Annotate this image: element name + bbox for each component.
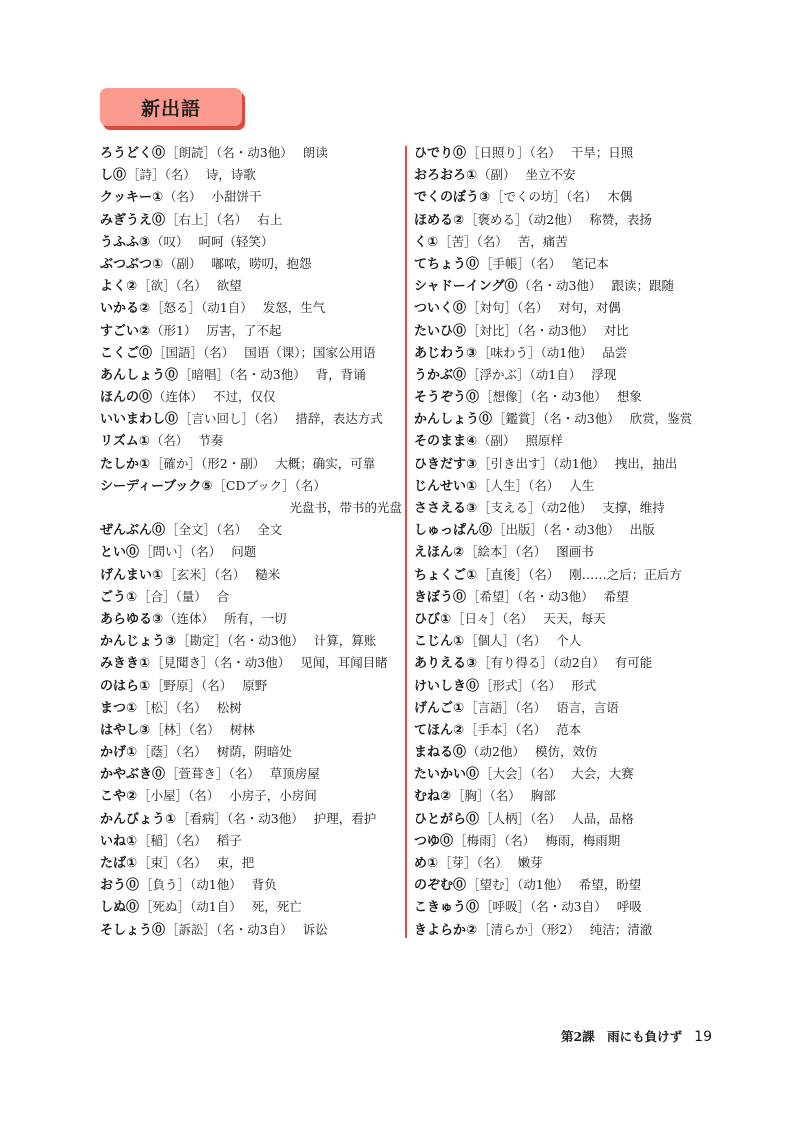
vocab-entry (100, 719, 402, 741)
vocab-word: たしか① (100, 456, 151, 472)
vocab-word: みきき① (100, 656, 151, 672)
vocab-word: てちょう⓪ (414, 256, 480, 272)
vocab-meaning: 小房子，小房间 (229, 788, 317, 804)
vocab-entry (414, 342, 714, 364)
vocab-meaning: 全文 (257, 522, 283, 538)
vocab-meaning: 对比 (603, 322, 629, 338)
vocab-reading-pos: ［浮かぶ］（动1自） (467, 366, 582, 382)
vocab-meaning: 胸部 (530, 788, 556, 804)
vocab-meaning: 模仿，效仿 (534, 744, 598, 760)
vocab-word: ささえる③ (414, 501, 478, 516)
vocab-entry (414, 430, 714, 452)
vocab-reading-pos: ［萱葺き］（名） (166, 766, 260, 782)
vocab-entry (414, 630, 714, 652)
vocab-word: こくご⓪ (100, 345, 153, 361)
vocab-entry (100, 453, 402, 475)
vocab-word: おろおろ① (414, 168, 478, 184)
vocab-word: しゅっぱん⓪ (414, 523, 493, 539)
vocab-meaning: 浮现 (591, 366, 617, 382)
vocab-reading-pos: ［人柄］（名） (480, 810, 562, 826)
vocab-meaning: 纯洁；清澈 (589, 921, 653, 937)
vocab-entry (414, 852, 714, 874)
vocab-word: ほんの⓪ (100, 390, 153, 406)
vocab-meaning: 死，死亡 (251, 899, 302, 915)
vocab-meaning: 拽出，抽出 (614, 455, 678, 471)
vocab-meaning: 笔记本 (571, 255, 609, 271)
vocab-meaning: 对句，对偶 (558, 300, 621, 316)
vocab-word: げんご① (414, 700, 465, 716)
vocab-word: うかぶ⓪ (414, 367, 467, 383)
vocab-entry (414, 475, 714, 497)
vocab-meaning: 计算，算账 (313, 633, 377, 649)
vocab-word: つゆ⓪ (414, 833, 454, 849)
vocab-word: いね① (100, 833, 138, 849)
vocab-meaning: 刚……之后；正后方 (569, 566, 682, 582)
vocab-reading-pos: ［負う］（动1他） (140, 877, 242, 893)
vocab-reading-pos: ［芽］（名） (439, 855, 508, 870)
vocab-word: かんびょう① (100, 811, 177, 827)
vocab-entry (100, 830, 402, 852)
vocab-word: たいかい⓪ (414, 767, 480, 783)
vocab-entry (414, 896, 714, 918)
vocab-entry (100, 519, 402, 541)
vocab-meaning: 所有，一切 (224, 610, 287, 626)
vocab-column-right (414, 142, 714, 941)
vocab-word: し⓪ (100, 168, 127, 184)
vocab-meaning: 坐立不安 (525, 167, 576, 183)
vocab-entry (414, 874, 714, 896)
vocab-entry (414, 297, 714, 319)
vocab-entry (414, 275, 714, 297)
vocab-meaning: 人生 (569, 477, 595, 493)
vocab-reading-pos: ［合］（量） (138, 588, 207, 604)
vocab-word: いかる② (100, 301, 151, 317)
vocab-entry (100, 186, 402, 208)
vocab-column-left (100, 142, 402, 941)
vocab-word: じんせい① (414, 478, 478, 494)
section-title: 新出語 (140, 97, 201, 120)
vocab-meaning: 梅雨，梅雨期 (545, 832, 621, 848)
vocab-entry (100, 297, 402, 319)
vocab-reading-pos: ［絵本］（名） (465, 544, 547, 560)
vocab-reading-pos: ［死ぬ］（动1自） (140, 899, 242, 915)
vocab-meaning: 支撑，维持 (602, 500, 665, 515)
vocab-word: ろうどく⓪ (100, 146, 166, 161)
vocab-reading-pos: ［大会］（名） (480, 766, 562, 782)
vocab-word: あじわう③ (414, 345, 478, 361)
vocab-reading-pos: ［松］（名） (138, 699, 207, 715)
vocab-meaning: 右上 (257, 211, 283, 227)
vocab-meaning: 节奏 (198, 433, 224, 449)
vocab-meaning: 希望，盼望 (578, 877, 642, 893)
vocab-entry (414, 231, 714, 253)
vocab-word: ついく⓪ (414, 301, 467, 317)
vocab-reading-pos: ［支える］（动2他） (478, 500, 593, 515)
vocab-reading-pos: ［野原］（名） (151, 677, 233, 693)
vocab-word: かんじょう③ (100, 634, 177, 650)
vocab-word: そのまま④ (414, 434, 478, 450)
vocab-meaning: 国语（课）；国家公用语 (244, 344, 376, 360)
vocab-reading-pos: ［右上］（名） (166, 211, 248, 227)
vocab-entry (414, 209, 714, 231)
vocab-reading-pos: ［対比］（名・动3他） (467, 322, 594, 338)
vocab-meaning: 措辞，表达方式 (295, 411, 383, 427)
vocab-reading-pos: ［鑑賞］（名・动3他） (493, 411, 620, 427)
vocab-entry (100, 874, 402, 896)
vocab-reading-pos: ［形式］（名） (480, 677, 562, 693)
vocab-entry (414, 386, 714, 408)
vocab-meaning: 图画书 (556, 544, 594, 560)
vocab-reading-pos: ［味わう］（动1他） (478, 344, 593, 360)
vocab-meaning: 树林 (229, 721, 255, 737)
vocab-word: あらゆる③ (100, 611, 164, 627)
vocab-reading-pos: （名） (164, 189, 202, 205)
vocab-meaning: 见闻，耳闻目睹 (300, 655, 388, 671)
vocab-meaning: 厉害，了不起 (206, 322, 282, 338)
vocab-entry (100, 408, 402, 430)
vocab-meaning: 稻子 (216, 832, 242, 848)
vocab-word: く① (414, 234, 439, 250)
vocab-word: シャドーイング⓪ (414, 279, 518, 295)
vocab-entry (414, 741, 714, 763)
vocab-meaning: 护理，看护 (313, 810, 377, 826)
vocab-word: すごい② (100, 323, 151, 339)
vocab-word: まねる⓪ (414, 745, 467, 761)
vocab-reading-pos: ［暗唱］（名・动3他） (179, 366, 306, 382)
vocab-meaning: 合 (216, 588, 230, 604)
vocab-word: きぼう⓪ (414, 589, 467, 605)
vocab-word: とい⓪ (100, 545, 140, 561)
vocab-reading-pos: ［想像］（名・动3他） (480, 389, 607, 405)
vocab-meaning: 个人 (556, 633, 582, 649)
vocab-meaning: 照原样 (525, 433, 564, 449)
vocab-entry (100, 586, 402, 608)
vocab-entry (100, 497, 402, 519)
vocab-entry (414, 830, 714, 852)
vocab-reading-pos: ［苦］（名） (439, 233, 508, 249)
vocab-word: こじん① (414, 634, 465, 650)
vocab-entry (100, 475, 402, 497)
vocab-entry (100, 164, 402, 186)
vocab-reading-pos: ［詩］（名） (127, 167, 196, 183)
vocab-word: あんしょう⓪ (100, 367, 179, 383)
vocab-word: ひでり⓪ (414, 146, 467, 161)
vocab-word: こきゅう⓪ (414, 900, 480, 916)
vocab-word: こや② (100, 789, 138, 805)
vocab-reading-pos: （形1） (151, 322, 197, 338)
vocab-entry (414, 164, 714, 186)
vocab-word: うふふ③ (100, 234, 151, 250)
vocab-reading-pos: ［小屋］（名） (138, 788, 220, 804)
vocab-meaning: 人品，品格 (571, 810, 634, 826)
vocab-reading-pos: ［看病］（名・动3他） (177, 810, 304, 826)
vocab-entry (100, 142, 402, 164)
vocab-entry (100, 608, 402, 630)
vocab-entry (414, 541, 714, 563)
vocab-word: リズム① (100, 434, 150, 450)
vocab-meaning: 希望 (603, 588, 629, 604)
vocab-reading-pos: ［朗読］（名・动3他） (166, 145, 293, 160)
vocab-reading-pos: ［梅雨］（名） (454, 832, 536, 848)
vocab-reading-pos: ［望む］（动1他） (467, 877, 569, 893)
vocab-reading-pos: ［個人］（名） (465, 633, 547, 649)
vocab-entry (414, 364, 714, 386)
vocab-entry (100, 231, 402, 253)
vocab-entry (100, 785, 402, 807)
vocab-meaning: 诗，诗歌 (205, 167, 256, 183)
vocab-meaning: 嫩芽 (517, 855, 543, 870)
vocab-word: ひとがら⓪ (414, 811, 480, 827)
vocab-reading-pos: ［言語］（名） (465, 699, 547, 715)
vocab-reading-pos: ［日照り］（名） (467, 145, 561, 160)
vocab-word: ひきだす③ (414, 456, 478, 472)
vocab-reading-pos: （连体） (164, 610, 215, 626)
vocab-entry (414, 320, 714, 342)
vocab-entry (414, 564, 714, 586)
vocab-meaning: 大概；确实，可靠 (275, 455, 376, 471)
vocab-meaning: 问题 (231, 544, 257, 560)
vocab-reading-pos: ［直後］（名） (478, 566, 560, 582)
vocab-entry (414, 608, 714, 630)
vocab-word: たば① (100, 856, 138, 871)
vocab-reading-pos: ［手本］（名） (465, 721, 547, 737)
vocab-word: のはら① (100, 678, 151, 694)
vocab-entry (100, 541, 402, 563)
vocab-meaning: 称赞，表扬 (589, 211, 652, 227)
vocab-entry (414, 253, 714, 275)
vocab-reading-pos: ［出版］（名・动3他） (493, 522, 620, 538)
vocab-meaning: 形式 (571, 677, 597, 693)
vocab-word: そうぞう⓪ (414, 390, 480, 406)
vocab-reading-pos: （名） (150, 433, 189, 449)
vocab-meaning: 呵呵（轻笑） (198, 233, 274, 249)
vocab-word: ごう① (100, 589, 138, 605)
vocab-entry (100, 564, 402, 586)
vocab-meaning: 干旱；日照 (570, 145, 634, 160)
vocab-meaning: 欲望 (216, 278, 242, 294)
vocab-entry (100, 275, 402, 297)
vocab-word: かんしょう⓪ (414, 412, 493, 428)
vocab-meaning: 范本 (556, 721, 582, 737)
column-divider (405, 146, 407, 938)
vocab-meaning: 品尝 (602, 344, 628, 360)
vocab-word: そしょう⓪ (100, 922, 166, 938)
vocab-entry (100, 741, 402, 763)
vocab-meaning: 嘟哝，唠叨，抱怨 (211, 255, 312, 271)
vocab-entry (100, 675, 402, 697)
vocab-entry (414, 919, 714, 941)
page-number: 19 (694, 1029, 712, 1045)
vocab-entry (414, 142, 714, 164)
vocab-entry (414, 519, 714, 541)
vocab-reading-pos: ［でくの坊］（名） (491, 189, 598, 205)
vocab-entry (100, 763, 402, 785)
vocab-reading-pos: ［欲］（名） (138, 278, 207, 294)
vocab-reading-pos: ［稲］（名） (138, 832, 207, 848)
vocab-word: のぞむ⓪ (414, 878, 467, 894)
vocab-meaning: 语言，言语 (556, 699, 619, 715)
vocab-meaning: 束，把 (216, 855, 255, 870)
vocab-word: まつ① (100, 700, 138, 716)
vocab-reading-pos: （动2他） (467, 744, 525, 760)
vocab-reading-pos: ［確か］（形2・副） (151, 455, 266, 471)
vocab-meaning: 大会，大赛 (571, 766, 634, 782)
vocab-word: おう⓪ (100, 878, 140, 894)
vocab-reading-pos: ［問い］（名） (140, 544, 222, 560)
vocab-reading-pos: ［CDブック］（名） (213, 477, 326, 493)
vocab-meaning: 光盘书，带书的光盘 (289, 500, 402, 515)
vocab-reading-pos: （副） (478, 433, 516, 449)
vocab-reading-pos: ［手帳］（名） (480, 255, 562, 271)
vocab-entry (414, 808, 714, 830)
vocab-word: ぜんぶん⓪ (100, 523, 166, 539)
vocab-meaning: 欣赏，鉴赏 (629, 411, 693, 427)
vocab-meaning: 朗读 (302, 145, 328, 160)
page-footer (561, 1027, 712, 1045)
vocab-word: えほん② (414, 545, 465, 561)
vocab-meaning: 糙米 (255, 566, 281, 582)
vocab-meaning: 想象 (616, 389, 642, 405)
vocab-meaning: 苦，痛苦 (517, 233, 568, 249)
vocab-word: むね② (414, 789, 452, 805)
vocab-entry (100, 852, 402, 874)
vocab-entry (100, 342, 402, 364)
vocab-entry (414, 408, 714, 430)
vocab-reading-pos: ［国語］（名） (153, 344, 235, 360)
vocab-reading-pos: ［全文］（名） (166, 522, 248, 538)
vocab-reading-pos: ［勘定］（名・动3他） (177, 633, 304, 649)
vocab-reading-pos: ［言い回し］（名） (179, 411, 286, 427)
vocab-reading-pos: ［清らか］（形2） (478, 921, 580, 937)
vocab-entry (414, 453, 714, 475)
vocab-word: かやぶき⓪ (100, 767, 166, 783)
vocab-meaning: 有可能 (614, 655, 653, 671)
vocab-entry (100, 320, 402, 342)
vocab-reading-pos: ［林］（名） (151, 721, 220, 737)
vocab-word: シーディーブック⑤ (100, 478, 213, 494)
vocab-meaning: 呼吸 (616, 899, 642, 915)
section-title-tab (100, 88, 242, 126)
vocab-meaning: 松树 (216, 699, 242, 715)
vocab-word: かげ① (100, 745, 138, 761)
vocab-word: ちょくご① (414, 567, 478, 583)
vocab-reading-pos: ［見聞き］（名・动3他） (151, 655, 291, 671)
vocab-entry (414, 785, 714, 807)
vocab-entry (100, 430, 402, 452)
vocab-entry (414, 586, 714, 608)
vocab-reading-pos: ［日々］（名） (452, 610, 534, 626)
vocab-word: げんまい① (100, 567, 164, 583)
vocab-entry (414, 652, 714, 674)
vocab-word: はやし③ (100, 722, 151, 738)
vocab-word: よく② (100, 279, 138, 295)
vocab-reading-pos: ［胸］（名） (452, 788, 521, 804)
vocab-word: きよらか② (414, 922, 478, 938)
vocab-meaning: 天天，每天 (543, 610, 606, 626)
vocab-meaning: 背，背诵 (315, 366, 366, 382)
vocab-word: しぬ⓪ (100, 900, 140, 916)
vocab-meaning: 树荫，阴暗处 (216, 744, 292, 760)
vocab-entry (100, 697, 402, 719)
vocab-word: ありえる③ (414, 656, 478, 672)
vocab-entry (414, 697, 714, 719)
vocab-reading-pos: ［束］（名） (138, 855, 207, 870)
vocab-word: てほん② (414, 722, 465, 738)
vocab-entry (414, 186, 714, 208)
vocab-entry (100, 652, 402, 674)
vocab-reading-pos: （副） (478, 167, 516, 183)
vocab-word: ひび① (414, 611, 452, 627)
vocab-reading-pos: （名・动3他） (518, 278, 602, 294)
vocab-reading-pos: （叹） (151, 233, 189, 249)
vocab-entry (100, 386, 402, 408)
vocab-entry (414, 675, 714, 697)
vocab-entry (414, 763, 714, 785)
vocab-entry (100, 209, 402, 231)
vocab-meaning: 不过，仅仅 (213, 389, 276, 405)
vocab-word: でくのぼう③ (414, 190, 491, 206)
vocab-meaning: 小甜饼干 (211, 189, 262, 205)
vocab-meaning: 诉讼 (302, 921, 328, 937)
vocab-reading-pos: ［褒める］（动2他） (465, 211, 580, 227)
vocab-meaning: 原野 (242, 677, 268, 693)
vocab-word: ぶつぶつ① (100, 256, 164, 272)
vocab-entry (100, 364, 402, 386)
vocab-entry (414, 497, 714, 519)
vocab-meaning: 背负 (251, 877, 277, 893)
vocab-word: たいひ⓪ (414, 323, 467, 339)
vocab-entry (100, 253, 402, 275)
vocab-word: め① (414, 856, 439, 871)
vocab-entry (100, 896, 402, 918)
vocab-reading-pos: ［玄米］（名） (164, 566, 246, 582)
vocab-meaning: 跟读；跟随 (611, 278, 674, 294)
vocab-word: ほめる② (414, 212, 465, 228)
vocab-word: みぎうえ⓪ (100, 212, 166, 228)
vocab-reading-pos: （连体） (153, 389, 204, 405)
vocab-reading-pos: ［呼吸］（名・动3自） (480, 899, 607, 915)
vocab-reading-pos: ［有り得る］（动2自） (478, 655, 605, 671)
vocab-reading-pos: ［希望］（名・动3他） (467, 588, 594, 604)
vocab-reading-pos: ［訴訟］（名・动3自） (166, 921, 293, 937)
vocab-word: いいまわし⓪ (100, 412, 179, 428)
vocab-reading-pos: ［人生］（名） (478, 477, 560, 493)
vocab-entry (100, 808, 402, 830)
vocab-word: クッキー① (100, 190, 164, 206)
vocab-meaning: 发怒，生气 (262, 300, 326, 316)
vocab-reading-pos: （副） (164, 255, 202, 271)
vocab-reading-pos: ［対句］（名） (467, 300, 549, 316)
vocab-meaning: 木偶 (607, 189, 633, 205)
vocab-reading-pos: ［引き出す］（动1他） (478, 455, 605, 471)
vocab-meaning: 草顶房屋 (269, 766, 320, 782)
vocab-reading-pos: ［怒る］（动1自） (151, 300, 253, 316)
vocab-entry (414, 719, 714, 741)
footer-lesson-title: 第2課 雨にも負けず (560, 1029, 683, 1044)
vocab-reading-pos: ［蔭］（名） (138, 744, 207, 760)
vocab-meaning: 出版 (629, 522, 655, 538)
vocab-entry (100, 630, 402, 652)
vocab-word: けいしき⓪ (414, 678, 480, 694)
vocab-entry (100, 919, 402, 941)
